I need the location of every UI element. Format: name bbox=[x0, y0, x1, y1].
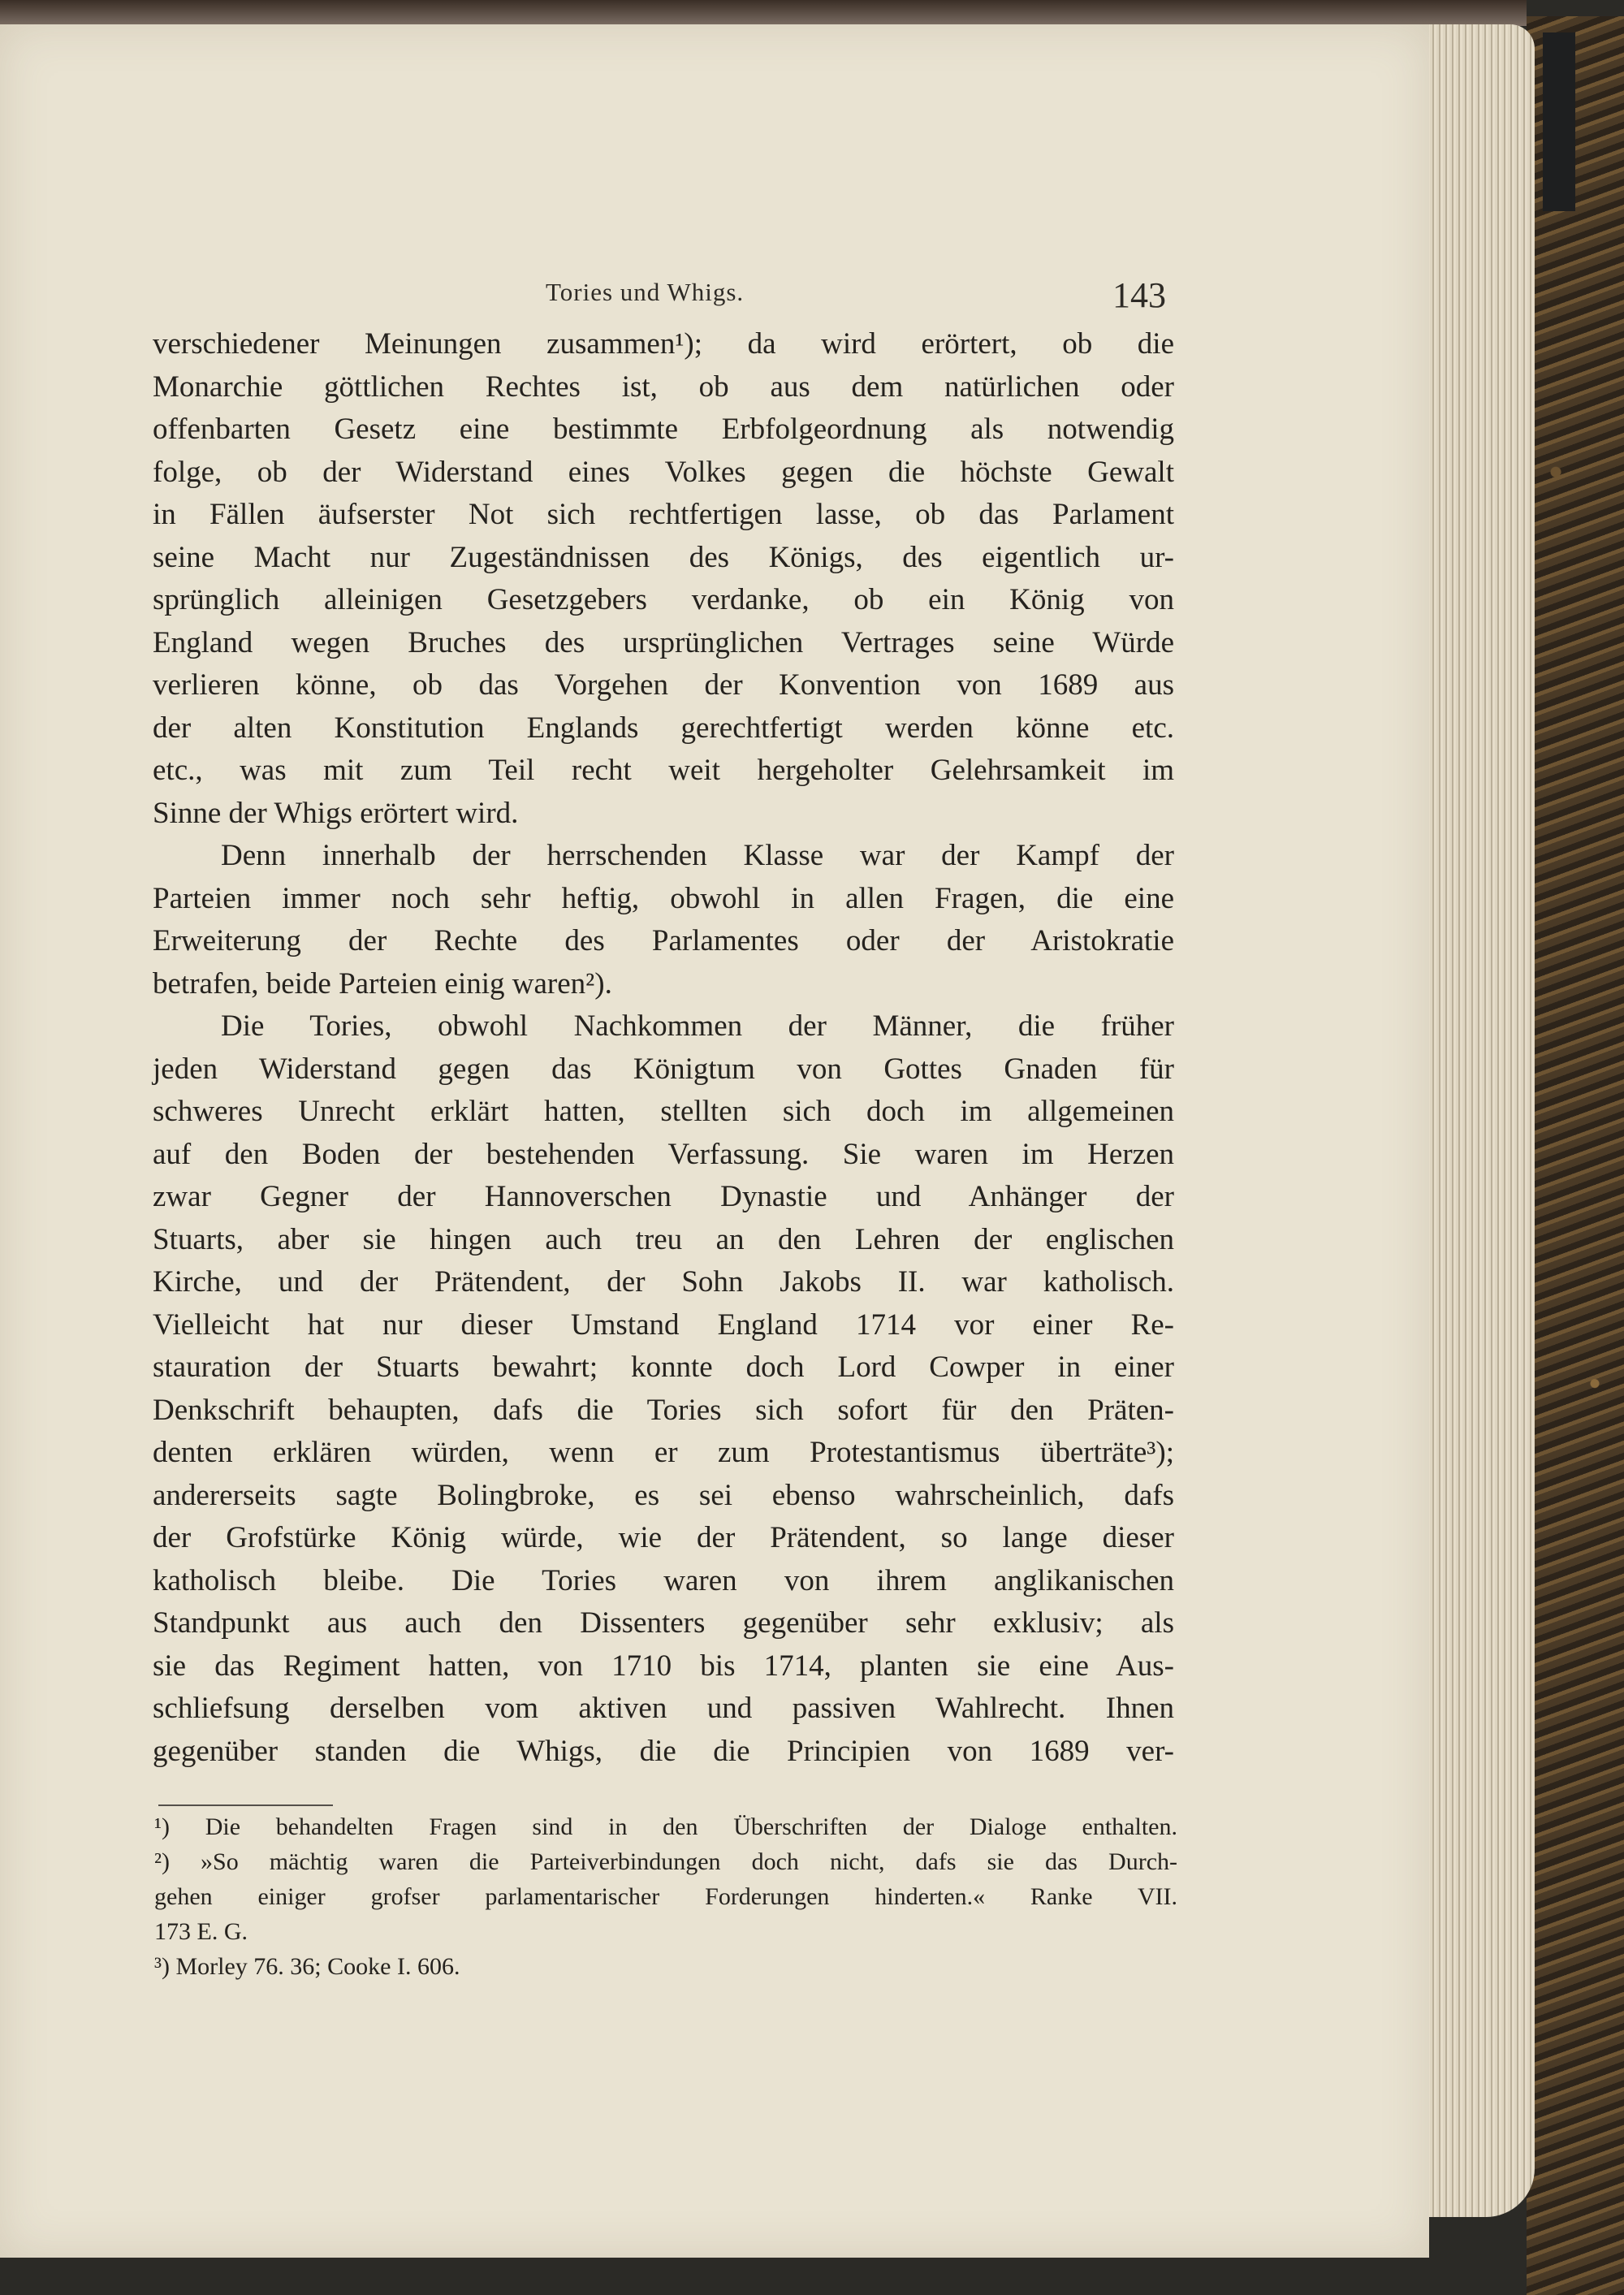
text-line: Stuarts, aber sie hingen auch treu an den Lehren der englischen bbox=[153, 1222, 1174, 1256]
text-line: verlieren könne, ob das Vorgehen der Konvention von 1689 aus bbox=[153, 668, 1174, 702]
text-line: katholisch bleibe. Die Tories waren von ihrem anglikanischen bbox=[153, 1563, 1174, 1597]
page-number: 143 bbox=[1112, 275, 1166, 315]
text-line: schweres Unrecht erklärt hatten, stellten sich doch im allgemeinen bbox=[153, 1095, 1174, 1128]
text-line: betrafen, beide Parteien einig waren²). bbox=[153, 966, 612, 1001]
text-line: Parteien immer noch sehr heftig, obwohl in allen Fragen, die eine bbox=[153, 881, 1174, 915]
text-line: Denkschrift behaupten, dafs die Tories sich sofort für den Präten- bbox=[153, 1393, 1174, 1427]
text-line: in Fällen äufserster Not sich rechtfertigen lasse, ob das Parlament bbox=[153, 498, 1174, 531]
text-line: Sinne der Whigs erörtert wird. bbox=[153, 796, 519, 830]
text-line: England wegen Bruches des ursprünglichen Vertrages seine Würde bbox=[153, 625, 1174, 659]
text-line: offenbarten Gesetz eine bestimmte Erbfolgeordnung als notwendig bbox=[153, 413, 1174, 446]
text-line: Monarchie göttlichen Rechtes ist, ob aus dem natürlichen oder bbox=[153, 370, 1174, 404]
text-line: Erweiterung der Rechte des Parlamentes oder der Aristokratie bbox=[153, 924, 1174, 957]
text-line: auf den Boden der bestehenden Verfassung. Sie waren im Herzen bbox=[153, 1137, 1174, 1171]
text-line: jeden Widerstand gegen das Königtum von Gottes Gnaden für bbox=[153, 1052, 1174, 1086]
text-line: schliefsung derselben vom aktiven und passiven Wahlrecht. Ihnen bbox=[153, 1692, 1174, 1725]
book-cover bbox=[1527, 16, 1624, 2295]
book-spine bbox=[1543, 32, 1575, 211]
text-line: andererseits sagte Bolingbroke, es sei ebenso wahrscheinlich, dafs bbox=[153, 1478, 1174, 1512]
text-line: Kirche, und der Prätendent, der Sohn Jakobs II. war katholisch. bbox=[153, 1265, 1174, 1299]
footnote-rule bbox=[158, 1804, 333, 1806]
footnotes bbox=[154, 1809, 1177, 1984]
text-line: sie das Regiment hatten, von 1710 bis 1714, planten sie eine Aus- bbox=[153, 1649, 1174, 1683]
body-text bbox=[153, 323, 1174, 1773]
text-line: Standpunkt aus auch den Dissenters gegenüber sehr exklusiv; als bbox=[153, 1606, 1174, 1640]
footnote-line: 173 E. G. bbox=[154, 1918, 248, 1945]
text-line: sprünglich alleinigen Gesetzgebers verdanke, ob ein König von bbox=[153, 583, 1174, 616]
text-line: seine Macht nur Zugeständnissen des Königs, des eigentlich ur- bbox=[153, 540, 1174, 574]
footnote-line: ²) »So mächtig waren die Parteiverbindungen doch nicht, dafs sie das Durch- bbox=[154, 1848, 1177, 1875]
footnote-line: ¹) Die behandelten Fragen sind in den Überschriften der Dialoge enthalten. bbox=[154, 1813, 1177, 1840]
text-line: denten erklären würden, wenn er zum Protestantismus überträte³); bbox=[153, 1436, 1174, 1469]
text-line: zwar Gegner der Hannoverschen Dynastie und Anhänger der bbox=[153, 1180, 1174, 1213]
text-line: etc., was mit zum Teil recht weit hergeholter Gelehrsamkeit im bbox=[153, 754, 1174, 787]
text-line: Die Tories, obwohl Nachkommen der Männer, die früher bbox=[221, 1009, 1174, 1043]
text-line: gegenüber standen die Whigs, die die Principien von 1689 ver- bbox=[153, 1734, 1174, 1768]
running-header: Tories und Whigs. bbox=[546, 278, 745, 306]
text-line: Vielleicht hat nur dieser Umstand England 1714 vor einer Re- bbox=[153, 1307, 1174, 1342]
page-edges bbox=[1417, 24, 1535, 2217]
text-line: der Grofstürke König würde, wie der Prätendent, so lange dieser bbox=[153, 1521, 1174, 1554]
footnote-line: gehen einiger grofser parlamentarischer Forderungen hinderten.« Ranke VII. bbox=[154, 1883, 1177, 1910]
text-line: folge, ob der Widerstand eines Volkes gegen die höchste Gewalt bbox=[153, 455, 1174, 489]
text-line: stauration der Stuarts bewahrt; konnte doch Lord Cowper in einer bbox=[153, 1351, 1174, 1384]
text-line: der alten Konstitution Englands gerechtfertigt werden könne etc. bbox=[153, 711, 1174, 745]
footnote-line: ³) Morley 76. 36; Cooke I. 606. bbox=[154, 1953, 460, 1980]
text-line: verschiedener Meinungen zusammen¹); da wird erörtert, ob die bbox=[153, 327, 1174, 361]
text-line: Denn innerhalb der herrschenden Klasse war der Kampf der bbox=[221, 839, 1174, 872]
background-strip bbox=[0, 0, 1527, 26]
